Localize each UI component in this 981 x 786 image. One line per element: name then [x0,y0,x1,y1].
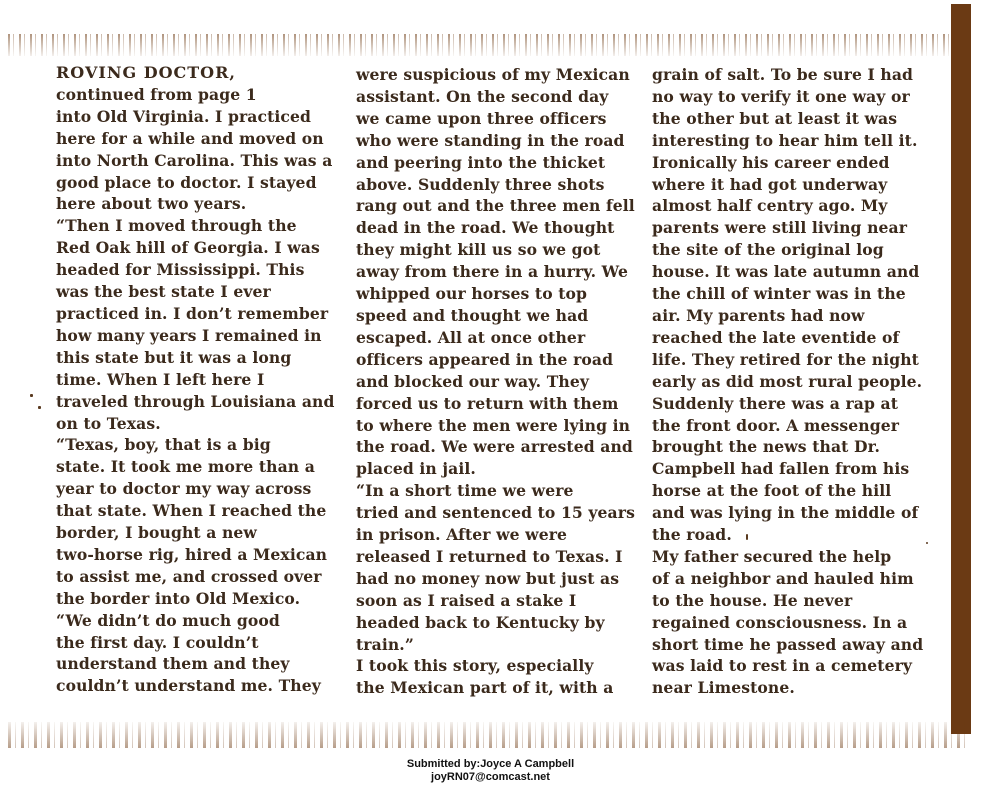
article-line: headed for Mississippi. This [56,260,305,280]
column-1-text [56,106,341,697]
print-speck [30,394,33,397]
article-headline: ROVING DOCTOR, [56,63,236,82]
article-line: was laid to rest in a cemetery [652,656,913,676]
article-line: the site of the original log [652,240,884,260]
column-3-text [652,64,944,699]
article-line: here for a while and moved on [56,128,324,148]
article-line: above. Suddenly three shots [356,174,605,194]
article-line: and blocked our way. They [356,371,590,391]
article-line: in prison. After we were [356,525,568,545]
article-line: practiced in. I don’t remember [56,303,329,323]
article-line: early as did most rural people. [652,371,923,391]
article-line: and peering into the thicket [356,152,606,172]
article-line: headed back to Kentucky by [356,612,605,632]
print-speck [926,542,928,544]
article-line: horse at the foot of the hill [652,481,892,501]
article-line: dead in the road. We thought [356,218,615,238]
submitted-by-credit: Submitted by:Joyce A Campbell [406,758,575,770]
article-line: Red Oak hill of Georgia. I was [56,238,320,258]
clipping-right-edge [951,4,971,734]
article-line: Ironically his career ended [652,152,890,172]
article-line: into North Carolina. This was a [56,150,333,170]
submitter-email: joyRN07@comcast.net [431,771,550,783]
article-line: no way to verify it one way or [652,86,910,106]
article-line: two-horse rig, hired a Mexican [56,544,328,564]
article-line: the first day. I couldn’t [56,632,259,652]
article-line: reached the late eventide of [652,327,900,347]
article-line: good place to doctor. I stayed [56,172,317,192]
article-line: speed and thought we had [356,305,589,325]
article-line: border, I bought a new [56,523,257,543]
article-line: time. When I left here I [56,369,265,389]
article-line: to where the men were lying in [356,415,631,435]
column-2-text [356,64,646,699]
article-line: assistant. On the second day [356,86,609,106]
article-line: the Mexican part of it, with a [356,678,614,698]
article-line: whipped our horses to top [356,284,588,304]
article-line: Campbell had fallen from his [652,459,910,479]
article-line: the front door. A messenger [652,415,900,435]
article-line: how many years I remained in [56,325,322,345]
article-line: near Limestone. [652,678,795,698]
article-line: to the house. He never [652,590,853,610]
article-line: to assist me, and crossed over [56,566,322,586]
article-line: here about two years. [56,194,247,214]
article-line: soon as I raised a stake I [356,590,577,610]
article-line: “Then I moved through the [56,216,297,236]
article-line: released I returned to Texas. I [356,546,623,566]
article-line: life. They retired for the night [652,349,919,369]
article-line: understand them and they [56,654,290,674]
article-line: the road. We were arrested and [356,437,633,457]
article-column-3 [652,64,944,699]
article-line: couldn’t understand me. They [56,676,321,696]
article-line: the chill of winter was in the [652,284,906,304]
article-line: interesting to hear him tell it. [652,130,918,150]
article-line: where it had got underway [652,174,888,194]
article-line: train.” [356,634,414,654]
article-line: regained consciousness. In a [652,612,908,632]
article-line: they might kill us so we got [356,240,601,260]
article-line: traveled through Louisiana and [56,391,335,411]
article-line: of a neighbor and hauled him [652,568,914,588]
article-line: “In a short time we were [356,481,574,501]
article-line: air. My parents had now [652,305,865,325]
article-line: that state. When I reached the [56,501,327,521]
article-line: “We didn’t do much good [56,610,280,630]
article-line: short time he passed away and [652,634,924,654]
article-line: “Texas, boy, that is a big [56,435,271,455]
article-line: the border into Old Mexico. [56,588,301,608]
article-line: into Old Virginia. I practiced [56,106,312,126]
article-line: parents were still living near [652,218,908,238]
print-speck [746,534,748,540]
article-line: year to doctor my way across [56,479,312,499]
article-line: the road. [652,525,732,545]
article-line: grain of salt. To be sure I had [652,65,914,84]
article-line: rang out and the three men fell [356,196,635,216]
article-line: I took this story, especially [356,656,594,676]
article-line: My father secured the help [652,546,892,566]
article-line: had no money now but just as [356,568,620,588]
continued-note: continued from page 1 [56,84,257,104]
article-line: the other but at least it was [652,108,898,128]
article-line: placed in jail. [356,459,476,479]
torn-top-edge [8,34,965,56]
article-line: who were standing in the road [356,130,625,150]
article-line: and was lying in the middle of [652,503,919,523]
article-line: was the best state I ever [56,282,271,302]
article-line: this state but it was a long [56,347,292,367]
article-line: were suspicious of my Mexican [356,65,630,84]
article-line: we came upon three officers [356,108,607,128]
newspaper-clipping [8,34,965,746]
print-speck [38,406,41,409]
article-line: tried and sentenced to 15 years [356,503,635,523]
torn-bottom-edge [8,722,965,748]
article-line: forced us to return with them [356,393,619,413]
article-line: Suddenly there was a rap at [652,393,899,413]
article-line: almost half centry ago. My [652,196,888,216]
article-column-2 [356,64,646,699]
article-line: state. It took me more than a [56,457,315,477]
article-line: on to Texas. [56,413,161,433]
article-line: officers appeared in the road [356,349,614,369]
article-line: away from there in a hurry. We [356,262,629,282]
article-column-1 [56,62,341,697]
article-line: house. It was late autumn and [652,262,920,282]
article-line: brought the news that Dr. [652,437,881,457]
article-line: escaped. All at once other [356,327,586,347]
